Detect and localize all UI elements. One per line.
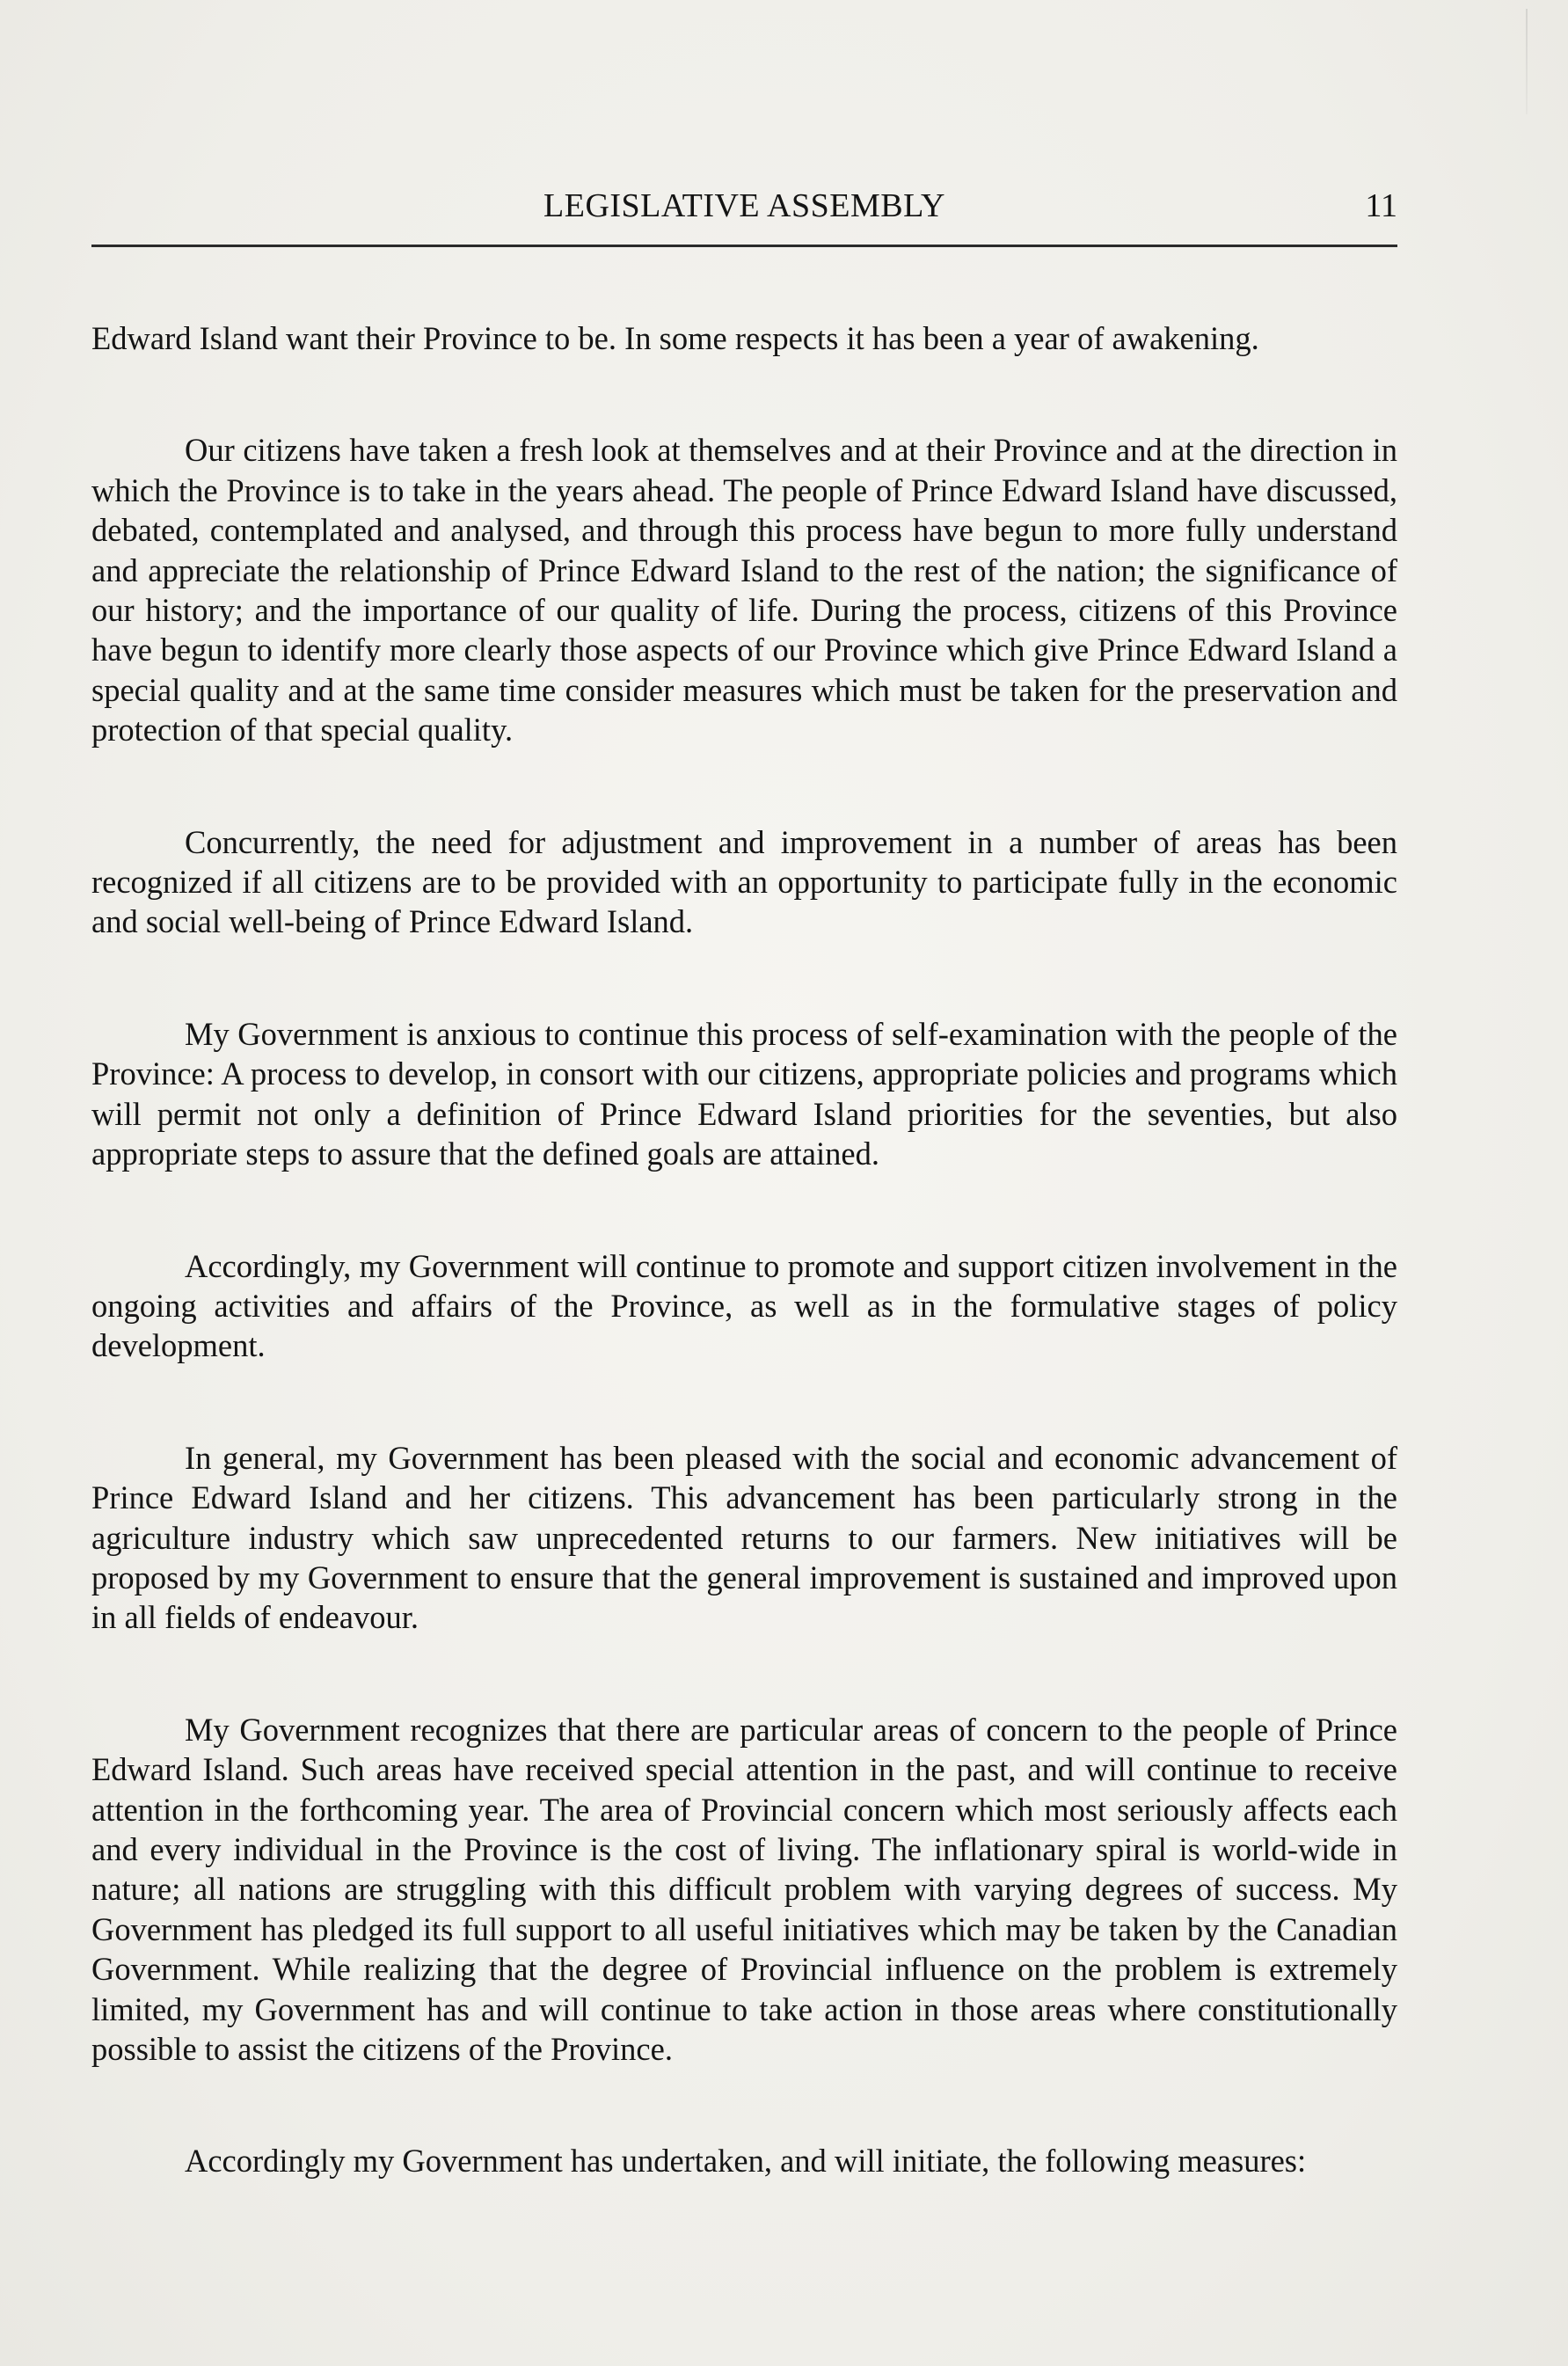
scan-edge-mark bbox=[1526, 9, 1528, 114]
paragraph-economic-advancement: In general, my Government has been pleased with the social and economic advancement of Prince Edward Island and her citizens. This advancement has been particularly strong in the agriculture industry which saw unprecedented returns to our farmers. New initiatives will be proposed by my Government to ensure that the general improvement is sustained and improved upon in all fields of endeavour. bbox=[91, 1439, 1397, 1636]
page-header bbox=[91, 186, 1397, 230]
paragraph-cost-of-living: My Government recognizes that there are particular areas of concern to the people of Prince Edward Island. Such areas have received special attention in the past, and will continue to receive attention in the forthcoming year. The area of Provincial concern which most seriously affects each and every individual in the Province is the cost of living. The inflationary spiral is world-wide in nature; all nations are struggling with this difficult problem with varying degrees of success. My Government has pledged its full support to all useful initiatives which may be taken by the Canadian Government. While realizing that the degree of Provincial influence on the problem is extremely limited, my Government has and will continue to take action in those areas where constitutionally possible to assist the citizens of the Province. bbox=[91, 1711, 1397, 2067]
paragraph-concurrently: Concurrently, the need for adjustment and improvement in a number of areas has been recognized if all citizens are to be provided with an opportunity to participate fully in the economic and social well-being of Prince Edward Island. bbox=[91, 823, 1397, 940]
body-text bbox=[91, 318, 1397, 2181]
running-title: LEGISLATIVE ASSEMBLY bbox=[543, 187, 945, 224]
paragraph-citizens-fresh-look: Our citizens have taken a fresh look at themselves and at their Province and at the direction in which the Province is to take in the years ahead. The people of Prince Edward Island have discussed, debated, contemplated and analysed, and through this process have begun to more fully understand and appreciate the relationship of Prince Edward Island to the rest of the nation; the significance of our history; and the importance of our quality of life. During the process, citizens of this Province have begun to identify more clearly those aspects of our Province which give Prince Edward Island a special quality and at the same time consider measures which must be taken for the preservation and protection of that special quality. bbox=[91, 432, 1397, 749]
paragraph-continuation: Edward Island want their Province to be. In some respects it has been a year of awakening. bbox=[91, 320, 1259, 356]
paragraph-self-examination: My Government is anxious to continue this process of self-examination with the people of the Province: A process to develop, in consort with our citizens, appropriate policies and programs which will permit not only a definition of Prince Edward Island priorities for the seventies, but also appropriate steps to assure that the defined goals are attained. bbox=[91, 1015, 1397, 1172]
paragraph-following-measures: Accordingly my Government has undertaken, and will initiate, the following measures: bbox=[185, 2143, 1307, 2180]
header-rule bbox=[91, 245, 1397, 247]
page-number: 11 bbox=[1365, 187, 1397, 224]
paragraph-citizen-involvement: Accordingly, my Government will continue to promote and support citizen involvement in the ongoing activities and affairs of the Province, as well as in the formulative stages of policy development. bbox=[91, 1247, 1397, 1364]
